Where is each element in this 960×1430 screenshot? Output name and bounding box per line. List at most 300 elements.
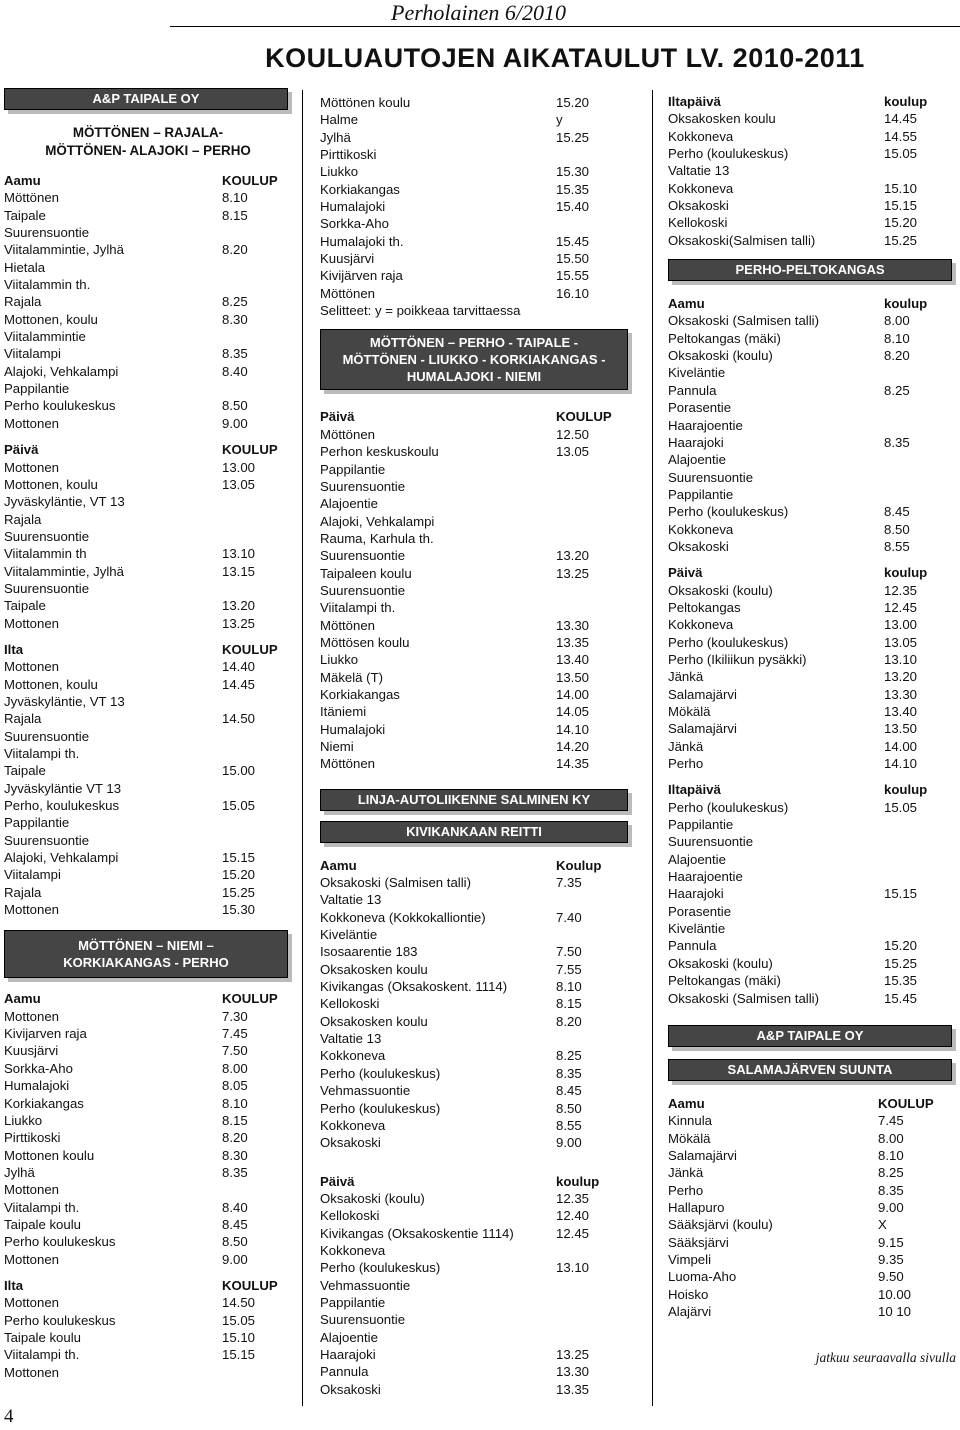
schedule-row bbox=[320, 617, 640, 634]
schedule-block bbox=[668, 781, 958, 1006]
departure-time: 8.55 bbox=[884, 538, 910, 554]
departure-time: 13.30 bbox=[884, 686, 918, 702]
departure-time: 13.20 bbox=[556, 548, 590, 564]
stop-name: Kokkoneva bbox=[668, 180, 734, 196]
departure-time: 13.40 bbox=[884, 704, 918, 719]
schedule-row bbox=[668, 868, 958, 885]
stop-name: Itäniemi bbox=[320, 704, 367, 720]
route-box bbox=[4, 930, 288, 978]
stop-name: Mottonen bbox=[4, 902, 59, 918]
departure-time: 8.15 bbox=[556, 996, 582, 1012]
schedule-row bbox=[4, 1294, 292, 1311]
schedule-row bbox=[4, 493, 292, 510]
schedule-row bbox=[320, 1082, 640, 1099]
departure-time: 14.05 bbox=[556, 704, 590, 720]
schedule-row bbox=[320, 1329, 640, 1346]
stop-name: Haarajoki bbox=[668, 434, 724, 450]
schedule-row bbox=[668, 232, 958, 249]
departure-time: 8.45 bbox=[222, 1216, 248, 1232]
departure-time: 13.05 bbox=[884, 634, 918, 650]
stop-name: Alajärvi bbox=[668, 1303, 712, 1319]
stop-name: Mottonen koulu bbox=[4, 1147, 95, 1163]
stop-name: Kivikangas (Oksakoskent. 1114) bbox=[320, 979, 508, 995]
schedule-row bbox=[4, 459, 292, 476]
stop-name: Viitalammintie, Jylhä bbox=[4, 563, 124, 579]
schedule-block bbox=[668, 93, 958, 249]
departure-time: 15.15 bbox=[884, 198, 918, 214]
departure-time: 8.05 bbox=[222, 1078, 248, 1094]
stop-name: Pappilantie bbox=[4, 815, 70, 831]
stop-name: Mottonen bbox=[4, 615, 59, 631]
departure-time: 15.10 bbox=[222, 1329, 256, 1345]
schedule-row bbox=[320, 1117, 640, 1134]
schedule-row bbox=[320, 181, 640, 198]
column-2 bbox=[320, 94, 640, 1398]
schedule-row bbox=[4, 1364, 292, 1381]
departure-time: 14.50 bbox=[222, 1295, 256, 1311]
schedule-row bbox=[668, 990, 958, 1007]
stop-name: Kuusjärvi bbox=[4, 1043, 59, 1059]
stop-name: Vehmassuontie bbox=[320, 1277, 411, 1293]
time-column-label: koulup bbox=[884, 94, 928, 109]
schedule-row bbox=[4, 693, 292, 710]
stop-name: Viitalammin th. bbox=[4, 277, 91, 293]
stop-name: Korkiakangas bbox=[4, 1095, 84, 1111]
schedule-row bbox=[4, 224, 292, 241]
schedule-header bbox=[668, 564, 958, 581]
stop-name: Möttönen bbox=[320, 426, 375, 442]
schedule-block bbox=[4, 1277, 292, 1381]
stop-name: Oksakoski bbox=[320, 1135, 381, 1151]
schedule-row bbox=[4, 397, 292, 414]
schedule-header bbox=[4, 441, 292, 458]
departure-time: 13.30 bbox=[556, 617, 590, 633]
period-label: Päivä bbox=[320, 409, 355, 425]
stop-name: Salamajärvi bbox=[668, 721, 737, 737]
schedule-row bbox=[4, 1042, 292, 1059]
schedule-block bbox=[320, 94, 640, 302]
departure-time: 8.35 bbox=[884, 434, 910, 450]
schedule-row bbox=[4, 1312, 292, 1329]
stop-name: Niemi bbox=[320, 739, 354, 754]
stop-name: Kokkoneva bbox=[320, 1117, 386, 1133]
schedule-row bbox=[4, 597, 292, 614]
schedule-row bbox=[668, 503, 958, 520]
departure-time: 9.00 bbox=[556, 1135, 582, 1151]
schedule-row bbox=[668, 330, 958, 347]
stop-name: Viitalammin th bbox=[4, 546, 87, 562]
departure-time: 13.50 bbox=[884, 721, 918, 737]
route-title-line: MÖTTÖNEN – RAJALA- bbox=[72, 125, 224, 140]
stop-name: Vehmassuontie bbox=[320, 1083, 411, 1099]
schedule-row bbox=[668, 1147, 958, 1164]
schedule-row bbox=[320, 198, 640, 215]
page-number: 4 bbox=[4, 1406, 14, 1427]
stop-name: Alajoki, Vehkalampi bbox=[320, 513, 435, 529]
schedule-row bbox=[668, 399, 958, 416]
schedule-row bbox=[320, 755, 640, 772]
departure-time: 12.35 bbox=[884, 582, 918, 598]
departure-time: X bbox=[878, 1217, 887, 1233]
stop-name: Viitalampi bbox=[4, 867, 61, 883]
departure-time: 12.45 bbox=[884, 599, 918, 615]
stop-name: Suurensuontie bbox=[4, 580, 90, 596]
stop-name: Mottonen, koulu bbox=[4, 311, 98, 327]
stop-name: Perho bbox=[668, 1182, 704, 1198]
schedule-row bbox=[320, 995, 640, 1012]
departure-time: 8.35 bbox=[222, 346, 248, 362]
departure-time: 8.15 bbox=[222, 1112, 248, 1128]
stop-name: Kokkoneva bbox=[668, 617, 734, 633]
schedule-row bbox=[668, 197, 958, 214]
stop-name: Jänkä bbox=[668, 669, 704, 685]
departure-time: 8.10 bbox=[556, 979, 582, 995]
stop-name: Jylhä bbox=[320, 129, 351, 145]
stop-name: Oksakosken koulu bbox=[320, 961, 428, 977]
schedule-row bbox=[320, 1363, 640, 1380]
departure-time: 15.40 bbox=[556, 199, 590, 215]
schedule-row bbox=[320, 1100, 640, 1117]
departure-time: 7.45 bbox=[878, 1113, 904, 1129]
departure-time: 8.00 bbox=[878, 1130, 904, 1146]
stop-name: Oksakoski bbox=[668, 538, 729, 554]
schedule-row bbox=[4, 545, 292, 562]
departure-time: 8.30 bbox=[222, 311, 248, 327]
company-box: A&P TAIPALE OY bbox=[4, 88, 288, 110]
stop-name: Oksakoski (koulu) bbox=[668, 348, 773, 364]
schedule-row bbox=[668, 364, 958, 381]
departure-time: 15.35 bbox=[884, 973, 918, 989]
departure-time: 8.25 bbox=[878, 1165, 904, 1181]
schedule-row bbox=[668, 214, 958, 231]
departure-time: 12.40 bbox=[556, 1208, 590, 1224]
schedule-row bbox=[4, 658, 292, 675]
departure-time: 7.40 bbox=[556, 909, 582, 925]
departure-time: 8.20 bbox=[222, 242, 248, 258]
departure-time: 16.10 bbox=[556, 285, 590, 301]
schedule-row bbox=[668, 538, 958, 555]
schedule-row bbox=[320, 1311, 640, 1328]
departure-time: 12.45 bbox=[556, 1225, 590, 1241]
schedule-row bbox=[320, 1381, 640, 1398]
departure-time: 14.35 bbox=[556, 756, 590, 772]
departure-time: 8.40 bbox=[222, 363, 248, 379]
schedule-row bbox=[4, 511, 292, 528]
departure-time: 8.25 bbox=[884, 382, 910, 398]
schedule-row bbox=[4, 1233, 292, 1250]
departure-time: 13.10 bbox=[884, 651, 918, 667]
schedule-block bbox=[668, 295, 958, 555]
stop-name: Mottonen bbox=[4, 415, 59, 431]
schedule-row bbox=[668, 703, 958, 720]
schedule-row bbox=[4, 780, 292, 797]
departure-time: 7.50 bbox=[556, 944, 582, 960]
departure-time: 13.25 bbox=[222, 615, 256, 631]
schedule-row bbox=[4, 1216, 292, 1233]
stop-name: Pappilantie bbox=[320, 461, 386, 477]
schedule-row bbox=[668, 1286, 958, 1303]
stop-name: Valtatie 13 bbox=[320, 892, 382, 908]
route-box bbox=[320, 329, 628, 390]
schedule-row bbox=[320, 738, 640, 755]
stop-name: Perho koulukeskus bbox=[4, 398, 116, 414]
column-divider bbox=[302, 90, 303, 1406]
departure-time: 8.40 bbox=[222, 1199, 248, 1215]
schedule-row bbox=[668, 816, 958, 833]
departure-time: 8.50 bbox=[884, 521, 910, 537]
stop-name: Viitalampi th. bbox=[4, 1199, 80, 1215]
departure-time: 15.05 bbox=[884, 146, 918, 162]
stop-name: Mottonen bbox=[4, 459, 59, 475]
departure-time: 15.50 bbox=[556, 251, 590, 267]
departure-time: 8.55 bbox=[556, 1117, 582, 1133]
departure-time: 8.45 bbox=[556, 1083, 582, 1099]
schedule-row bbox=[4, 1251, 292, 1268]
departure-time: 13.20 bbox=[222, 598, 256, 614]
period-label: Päivä bbox=[668, 565, 703, 581]
schedule-row bbox=[320, 267, 640, 284]
schedule-row bbox=[320, 530, 640, 547]
schedule-row bbox=[320, 686, 640, 703]
stop-name: Peltokangas (mäki) bbox=[668, 973, 781, 989]
time-column-label: KOULUP bbox=[222, 442, 278, 458]
schedule-block bbox=[4, 641, 292, 919]
publication-name: Perholainen 6/2010 bbox=[391, 0, 566, 25]
schedule-row bbox=[668, 469, 958, 486]
time-column-label: koulup bbox=[556, 1173, 600, 1189]
schedule-row bbox=[668, 145, 958, 162]
schedule-row bbox=[4, 832, 292, 849]
route-box: SALAMAJÄRVEN SUUNTA bbox=[668, 1059, 952, 1081]
schedule-row bbox=[320, 1047, 640, 1064]
departure-time: 8.00 bbox=[884, 313, 910, 329]
stop-name: Jyväskyläntie, VT 13 bbox=[4, 494, 125, 510]
stop-name: Alajoentie bbox=[320, 1329, 378, 1345]
schedule-row bbox=[4, 884, 292, 901]
schedule-row bbox=[4, 363, 292, 380]
stop-name: Humalajoki bbox=[320, 199, 386, 215]
schedule-row bbox=[4, 797, 292, 814]
stop-name: Sorkka-Aho bbox=[4, 1060, 73, 1076]
departure-time: 8.10 bbox=[878, 1147, 904, 1163]
stop-name: Halme bbox=[320, 112, 359, 128]
stop-name: Salamajärvi bbox=[668, 686, 737, 702]
departure-time: 8.35 bbox=[878, 1182, 904, 1198]
stop-name: Kivikangas (Oksakoskentie 1114) bbox=[320, 1225, 514, 1241]
schedule-row bbox=[4, 814, 292, 831]
stop-name: Rajala bbox=[4, 711, 42, 727]
departure-time: 10 10 bbox=[878, 1303, 912, 1319]
departure-time: 9.50 bbox=[878, 1269, 904, 1285]
departure-time: 8.20 bbox=[222, 1130, 248, 1146]
schedule-row bbox=[668, 755, 958, 772]
schedule-row bbox=[4, 676, 292, 693]
schedule-row bbox=[4, 293, 292, 310]
schedule-row bbox=[320, 1294, 640, 1311]
schedule-row bbox=[320, 285, 640, 302]
departure-time: 13.10 bbox=[222, 546, 256, 562]
stop-name: Liukko bbox=[320, 164, 359, 180]
stop-name: Möttönen bbox=[320, 756, 375, 772]
stop-name: Möttönen koulu bbox=[320, 95, 411, 110]
schedule-header bbox=[4, 990, 292, 1007]
schedule-row bbox=[4, 1112, 292, 1129]
stop-name: Rajala bbox=[4, 294, 42, 310]
time-column-label: KOULUP bbox=[222, 173, 278, 188]
departure-time: 8.20 bbox=[556, 1013, 582, 1029]
period-label: Ilta bbox=[4, 1277, 24, 1293]
schedule-row bbox=[4, 1346, 292, 1363]
departure-time: 8.15 bbox=[222, 207, 248, 223]
departure-time: 8.50 bbox=[222, 398, 248, 414]
time-column-label: KOULUP bbox=[222, 641, 278, 657]
period-label: Aamu bbox=[668, 296, 705, 312]
schedule-row bbox=[668, 616, 958, 633]
schedule-row bbox=[668, 582, 958, 599]
stop-name: Perho (koulukeskus) bbox=[320, 1100, 441, 1116]
stop-name: Kellokoski bbox=[668, 215, 728, 231]
departure-time: 13.05 bbox=[222, 476, 256, 492]
stop-name: Oksakoski (koulu) bbox=[320, 1190, 425, 1206]
schedule-row bbox=[320, 478, 640, 495]
schedule-row bbox=[320, 461, 640, 478]
schedule-row bbox=[668, 738, 958, 755]
stop-name: Perho (koulukeskus) bbox=[320, 1065, 441, 1081]
schedule-row bbox=[320, 129, 640, 146]
schedule-row bbox=[320, 721, 640, 738]
schedule-row bbox=[320, 634, 640, 651]
stop-name: Kokkoneva (Kokkokalliontie) bbox=[320, 909, 486, 925]
stop-name: Perho koulukeskus bbox=[4, 1312, 116, 1328]
stop-name: Kokkoneva bbox=[320, 1242, 386, 1258]
schedule-row bbox=[668, 521, 958, 538]
schedule-row bbox=[4, 207, 292, 224]
column-1 bbox=[4, 88, 292, 1381]
stop-name: Jänkä bbox=[668, 1165, 704, 1181]
stop-name: Mottonen, koulu bbox=[4, 476, 98, 492]
stop-name: Jyväskyläntie, VT 13 bbox=[4, 693, 125, 709]
schedule-row bbox=[4, 311, 292, 328]
departure-time: 15.05 bbox=[884, 799, 918, 815]
departure-time: 8.00 bbox=[222, 1060, 248, 1076]
stop-name: Pappilantie bbox=[4, 381, 70, 397]
schedule-row bbox=[4, 259, 292, 276]
header-rule bbox=[170, 26, 960, 27]
stop-name: Kellokoski bbox=[320, 996, 380, 1012]
stop-name: Haarajoentie bbox=[668, 869, 743, 885]
stop-name: Oksakoski (Salmisen talli) bbox=[668, 313, 819, 329]
departure-time: 10.00 bbox=[878, 1286, 912, 1302]
company-box: LINJA-AUTOLIIKENNE SALMINEN KY bbox=[320, 789, 628, 811]
departure-time: 15.35 bbox=[556, 181, 590, 197]
schedule-row bbox=[4, 380, 292, 397]
stop-name: Kokkoneva bbox=[668, 521, 734, 537]
departure-time: 7.55 bbox=[556, 961, 582, 977]
schedule-row bbox=[4, 762, 292, 779]
stop-name: Mökälä bbox=[668, 1130, 711, 1146]
stop-name: Taipale koulu bbox=[4, 1329, 81, 1345]
schedule-row bbox=[668, 1216, 958, 1233]
schedule-row bbox=[4, 728, 292, 745]
stop-name: Kivijarven raja bbox=[4, 1026, 87, 1042]
stop-name: Alajoentie bbox=[320, 496, 378, 512]
schedule-row bbox=[320, 978, 640, 995]
departure-time: 7.45 bbox=[222, 1026, 248, 1042]
schedule-header bbox=[668, 1095, 958, 1112]
schedule-block bbox=[4, 441, 292, 632]
schedule-block bbox=[320, 1173, 640, 1398]
stop-name: Kiveläntie bbox=[668, 921, 726, 937]
stop-name: Oksakoski (Salmisen talli) bbox=[320, 875, 471, 891]
stop-name: Rajala bbox=[4, 884, 42, 900]
stop-name: Haarajoentie bbox=[668, 417, 743, 433]
schedule-row bbox=[320, 495, 640, 512]
stop-name: Möttösen koulu bbox=[320, 634, 410, 650]
departure-time: 15.05 bbox=[222, 1312, 256, 1328]
schedule-header bbox=[4, 641, 292, 658]
schedule-row bbox=[4, 615, 292, 632]
departure-time: 14.00 bbox=[884, 738, 918, 754]
schedule-row bbox=[668, 1303, 958, 1320]
stop-name: Sääksjärvi bbox=[668, 1234, 729, 1250]
departure-time: 14.55 bbox=[884, 128, 918, 144]
schedule-row bbox=[668, 920, 958, 937]
schedule-row bbox=[320, 909, 640, 926]
schedule-row bbox=[4, 1025, 292, 1042]
stop-name: Oksakoski (koulu) bbox=[668, 582, 773, 598]
departure-time: 13.00 bbox=[884, 617, 918, 633]
stop-name: Salamajärvi bbox=[668, 1147, 737, 1163]
stop-name: Peltokangas bbox=[668, 599, 741, 615]
stop-name: Möttönen bbox=[4, 190, 59, 206]
stop-name: Pappilantie bbox=[668, 486, 734, 502]
departure-time: 15.25 bbox=[884, 232, 918, 248]
schedule-row bbox=[668, 486, 958, 503]
time-column-label: koulup bbox=[884, 782, 928, 798]
schedule-row bbox=[320, 1065, 640, 1082]
schedule-row bbox=[4, 415, 292, 432]
departure-time: 15.30 bbox=[556, 164, 590, 180]
stop-name: Taipale bbox=[4, 598, 46, 614]
stop-name: Suurensuontie bbox=[320, 1312, 406, 1328]
departure-time: 9.00 bbox=[878, 1199, 904, 1215]
departure-time: 13.30 bbox=[556, 1364, 590, 1380]
stop-name: Mäkelä (T) bbox=[320, 669, 384, 685]
stop-name: Jylhä bbox=[4, 1164, 35, 1180]
departure-time: 8.10 bbox=[222, 190, 248, 206]
schedule-row bbox=[668, 885, 958, 902]
schedule-row bbox=[668, 851, 958, 868]
period-label: Aamu bbox=[668, 1095, 705, 1111]
stop-name: Pirttikoski bbox=[4, 1130, 61, 1146]
stop-name: Rauma, Karhula th. bbox=[320, 530, 434, 546]
departure-time: 9.35 bbox=[878, 1251, 904, 1267]
departure-time: 12.50 bbox=[556, 426, 590, 442]
stop-name: Alajoentie bbox=[668, 452, 726, 468]
departure-time: 13.10 bbox=[556, 1260, 590, 1276]
period-label: Ilta bbox=[4, 641, 24, 657]
departure-time: 15.55 bbox=[556, 268, 590, 284]
departure-time: 7.50 bbox=[222, 1043, 248, 1059]
schedule-row bbox=[320, 146, 640, 163]
schedule-row bbox=[668, 634, 958, 651]
stop-name: Isosaarentie 183 bbox=[320, 944, 418, 960]
stop-name: Oksakoski (Salmisen talli) bbox=[668, 990, 819, 1006]
time-column-label: koulup bbox=[884, 296, 928, 312]
time-column-label: Koulup bbox=[556, 857, 602, 873]
schedule-row bbox=[668, 347, 958, 364]
legend-note: Selitteet: y = poikkeaa tarvittaessa bbox=[320, 303, 521, 319]
